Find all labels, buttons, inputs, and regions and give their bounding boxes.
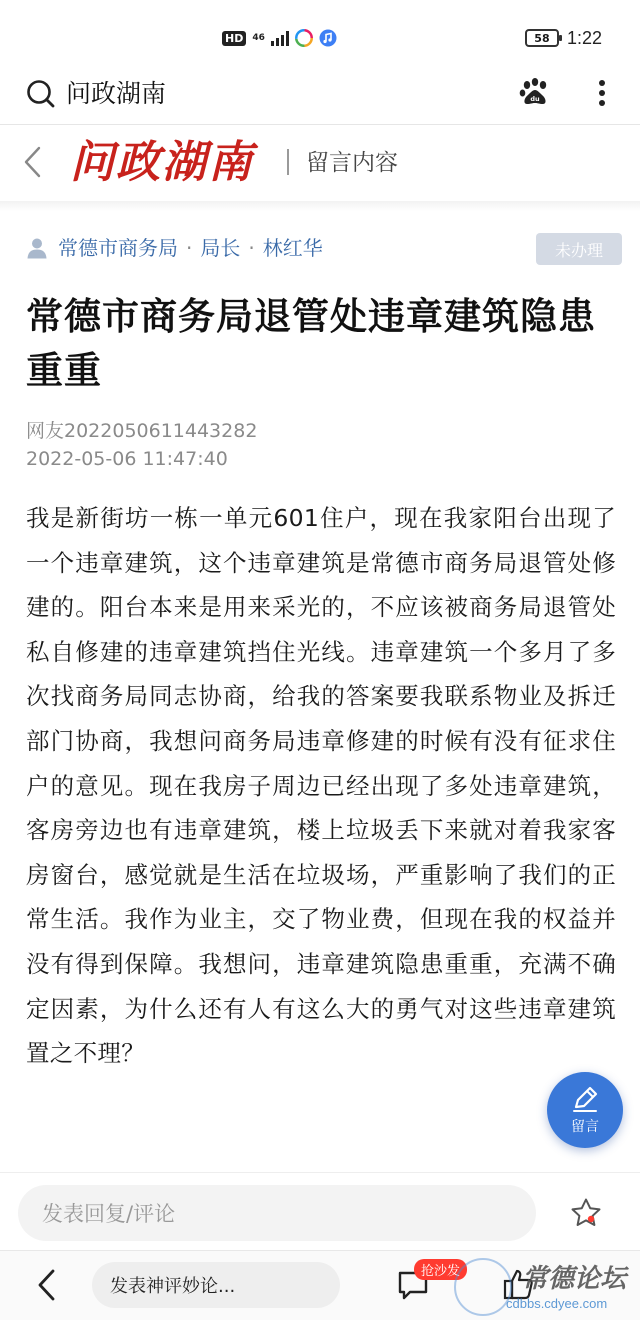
app-notification-icon (295, 29, 313, 47)
search-icon[interactable] (26, 79, 56, 109)
post-title: 常德市商务局退管处违章建筑隐患重重 (26, 295, 596, 392)
more-options-icon[interactable] (597, 76, 607, 110)
svg-text:du: du (530, 95, 540, 103)
watermark-seal (454, 1258, 512, 1316)
meta-separator: · (248, 236, 255, 260)
hd-indicator: HD (222, 31, 246, 46)
site-logo[interactable]: 问政湖南 (70, 137, 254, 188)
pen-icon (570, 1084, 600, 1114)
header-shadow (0, 201, 640, 211)
status-icons (222, 26, 337, 50)
baidu-paw-icon[interactable] (518, 76, 552, 110)
post-timestamp: 2022-05-06 11:47:40 (26, 448, 228, 470)
status-bar (0, 0, 640, 76)
watermark-title: 常德论坛 (522, 1264, 627, 1294)
post-body: 我是新街坊一栋一单元601住户，现在我家阳台出现了一个违章建筑，这个违章建筑是常德市商务局退管处修建的。阳台本来是用来采光的，不应该被商务局退管处私自修建的违章建筑挡住光线。违章建筑一个多月了多次找商务局同志协商，给我的答案要我联系物业及拆迁部门协商，我想问商务局违章修建的时候有没有征求住户的意见。现在我房子周边已经出现了多处违章建筑，客房旁边也有违章建筑，楼上垃圾丢下来就对着我家客房窗台，感觉就是生活在垃圾场，严重影响了我们的正常生活。我作为业主，交了物业费，但现在我的权益并没有得到保障。我想问，违章建筑隐患重重，充满不确定因素，为什么还有人有这么大的勇气对这些违章建筑置之不理？ (26, 504, 616, 1068)
network-type: 46 (252, 32, 265, 43)
signal-icon (271, 30, 289, 46)
status-time: 1:22 (566, 27, 602, 48)
browser-search-bar[interactable] (0, 76, 640, 124)
post-meta-row (26, 233, 622, 265)
music-app-icon (319, 29, 337, 47)
quick-comment-input[interactable]: 发表神评妙论... (92, 1262, 340, 1308)
comment-bar (0, 1172, 640, 1250)
back-arrow-icon[interactable] (22, 145, 42, 179)
site-header (0, 125, 640, 201)
user-icon (26, 237, 48, 259)
header-separator (287, 149, 289, 175)
comment-input[interactable]: 发表回复/评论 (18, 1185, 536, 1241)
recipient-role: 局长 (200, 236, 241, 260)
comment-badge: 抢沙发 (414, 1259, 467, 1280)
status-badge: 未办理 (536, 233, 622, 265)
forum-watermark (450, 1252, 640, 1320)
watermark-url: cdbbs.cdyee.com (506, 1296, 608, 1311)
recipient-person[interactable]: 林红华 (262, 236, 323, 260)
nav-back-icon[interactable] (36, 1267, 56, 1303)
post-author: 网友2022050611443282 (26, 420, 258, 442)
battery-icon: 58 (525, 29, 559, 47)
status-right (525, 26, 602, 50)
meta-separator: · (186, 236, 193, 260)
section-title: 留言内容 (306, 150, 398, 176)
favorite-star-icon[interactable] (570, 1197, 602, 1229)
leave-message-label: 留言 (571, 1119, 599, 1135)
leave-message-button[interactable] (547, 1072, 623, 1148)
browser-query-text[interactable]: 问政湖南 (66, 79, 167, 108)
post-recipient[interactable] (58, 233, 323, 263)
recipient-department[interactable]: 常德市商务局 (58, 236, 178, 260)
